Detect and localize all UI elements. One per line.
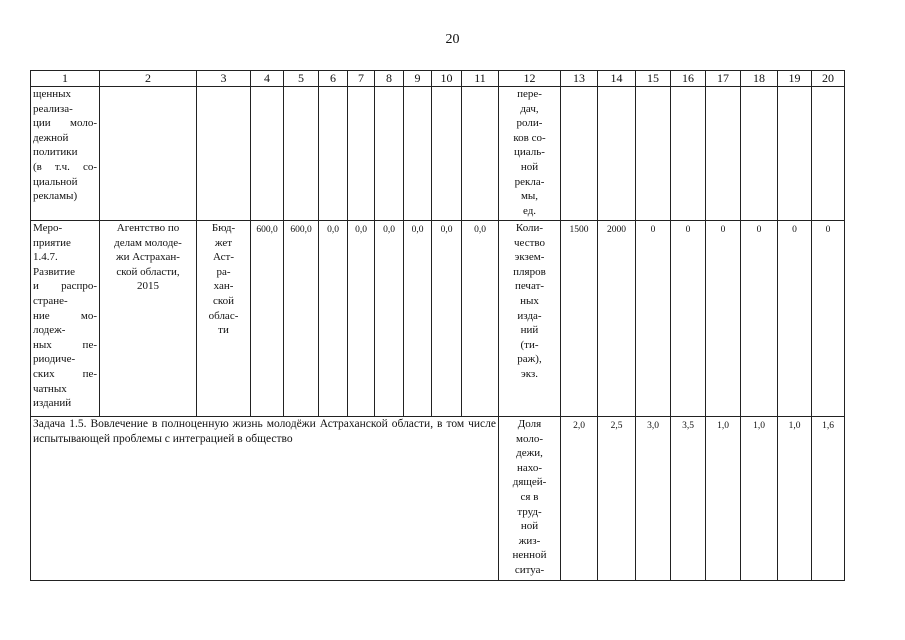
- column-header: 4: [251, 71, 284, 87]
- indicator-value: 0: [812, 221, 845, 417]
- text-line: моло-: [516, 432, 543, 445]
- funding-value: 0,0: [462, 221, 499, 417]
- table-row-measure: [31, 221, 845, 417]
- text-line: нахо-: [516, 461, 542, 474]
- text-line: раж),: [517, 353, 542, 366]
- text-line: Бюд-: [211, 222, 236, 234]
- table-row-continuation: [31, 87, 845, 221]
- text-line: ти: [218, 324, 229, 337]
- text-line: ной: [520, 520, 539, 533]
- text-line: дящей-: [512, 476, 547, 489]
- executor: [100, 221, 197, 417]
- text-line: ед.: [522, 204, 537, 217]
- text-line: ции моло-: [33, 117, 97, 130]
- indicator-name: [499, 417, 561, 581]
- indicator-name-continuation: [499, 87, 561, 221]
- text-line: изда-: [517, 309, 542, 322]
- task-description: Задача 1.5. Вовлечение в полноценную жизнь молодёжи Астраханской области, в том числе испытывающей проблемы с интеграцией в общество: [31, 417, 499, 581]
- text-line: печат-: [514, 280, 545, 293]
- indicator-value: 0: [706, 221, 741, 417]
- column-header: 13: [561, 71, 598, 87]
- text-line: пере-: [517, 88, 542, 100]
- empty-cell: [284, 87, 319, 221]
- text-line: дач,: [520, 102, 539, 115]
- indicator-value: 3,0: [636, 417, 671, 581]
- text-line: ся в: [520, 490, 539, 503]
- column-header: 3: [197, 71, 251, 87]
- empty-cell: [561, 87, 598, 221]
- text-line: щенных: [33, 88, 72, 100]
- column-header: 20: [812, 71, 845, 87]
- text-line: ситуа-: [514, 563, 545, 576]
- column-header: 19: [778, 71, 812, 87]
- empty-cell: [404, 87, 432, 221]
- column-header: 1: [31, 71, 100, 87]
- text-line: экз.: [520, 367, 538, 380]
- empty-cell: [671, 87, 706, 221]
- column-header: 7: [348, 71, 375, 87]
- text-line: чатных: [33, 382, 67, 395]
- funding-value: 600,0: [251, 221, 284, 417]
- empty-cell: [741, 87, 778, 221]
- text-line: Коли-: [515, 222, 544, 234]
- page-number: 20: [445, 32, 460, 47]
- text-line: Развитие: [33, 265, 76, 278]
- empty-cell: [432, 87, 462, 221]
- column-header: 11: [462, 71, 499, 87]
- empty-cell: [197, 87, 251, 221]
- text-line: циаль-: [514, 146, 545, 159]
- column-header: 15: [636, 71, 671, 87]
- text-line: ской: [212, 294, 235, 307]
- text-line: приятие: [33, 236, 71, 249]
- text-line: ных пе-: [33, 338, 97, 351]
- empty-cell: [348, 87, 375, 221]
- text-line: рекла-: [514, 175, 545, 188]
- text-line: реализа-: [33, 102, 73, 115]
- indicator-value: 1,0: [741, 417, 778, 581]
- text-line: рекламы): [33, 190, 78, 203]
- text-line: экзем-: [514, 251, 545, 264]
- text-line: политики: [33, 146, 78, 159]
- text-line: жет: [214, 236, 233, 249]
- empty-cell: [636, 87, 671, 221]
- data-table: [30, 70, 845, 581]
- column-header: 14: [598, 71, 636, 87]
- column-header: 10: [432, 71, 462, 87]
- column-header: 5: [284, 71, 319, 87]
- empty-cell: [375, 87, 404, 221]
- indicator-value: 1,0: [706, 417, 741, 581]
- text-line: ских пе-: [33, 367, 97, 380]
- text-line: ной: [520, 160, 539, 173]
- text-line: риодиче-: [33, 353, 76, 366]
- text-line: (ти-: [520, 338, 539, 351]
- text-line: лодеж-: [33, 324, 66, 337]
- indicator-value: 0: [636, 221, 671, 417]
- indicator-value: 1500: [561, 221, 598, 417]
- empty-cell: [706, 87, 741, 221]
- text-line: жиз-: [518, 534, 541, 547]
- measure-name: [31, 221, 100, 417]
- funding-value: 0,0: [348, 221, 375, 417]
- text-line: облас-: [208, 309, 239, 322]
- funding-value: 600,0: [284, 221, 319, 417]
- text-line: ний: [520, 324, 539, 337]
- text-line: Аст-: [212, 251, 235, 264]
- indicator-value: 1,0: [778, 417, 812, 581]
- funding-value: 0,0: [375, 221, 404, 417]
- indicator-value: 0: [671, 221, 706, 417]
- table-row-task: [31, 417, 845, 581]
- indicator-value: 2,5: [598, 417, 636, 581]
- text-line: 2015: [137, 280, 159, 293]
- indicator-value: 2,0: [561, 417, 598, 581]
- empty-cell: [812, 87, 845, 221]
- column-header: 6: [319, 71, 348, 87]
- column-header: 17: [706, 71, 741, 87]
- measure-name-continuation: [31, 87, 100, 221]
- text-line: ков со-: [513, 131, 546, 144]
- text-line: Меро-: [33, 222, 63, 234]
- text-line: дежной: [33, 131, 69, 144]
- column-header: 18: [741, 71, 778, 87]
- indicator-value: 0: [778, 221, 812, 417]
- column-header: 12: [499, 71, 561, 87]
- text-line: 1.4.7.: [33, 251, 58, 264]
- text-line: ра-: [216, 265, 231, 278]
- indicator-value: 1,6: [812, 417, 845, 581]
- empty-cell: [598, 87, 636, 221]
- empty-cell: [251, 87, 284, 221]
- text-line: ных: [520, 294, 539, 307]
- text-line: циальной: [33, 175, 78, 188]
- indicator-name: [499, 221, 561, 417]
- text-line: ненной: [512, 549, 547, 562]
- text-line: мы,: [520, 190, 539, 203]
- column-header: 8: [375, 71, 404, 87]
- text-line: труд-: [517, 505, 542, 518]
- text-line: Доля: [517, 418, 542, 430]
- text-line: ние мо-: [33, 309, 97, 322]
- text-line: ской области,: [116, 265, 180, 278]
- text-line: роли-: [516, 117, 543, 130]
- funding-value: 0,0: [404, 221, 432, 417]
- text-line: пляров: [513, 265, 546, 278]
- text-line: хан-: [213, 280, 234, 293]
- text-line: дежи,: [516, 447, 543, 460]
- empty-cell: [462, 87, 499, 221]
- text-line: Агентство по: [116, 222, 180, 234]
- text-line: и распро-: [33, 280, 97, 293]
- empty-cell: [319, 87, 348, 221]
- text-line: (в т.ч. со-: [33, 160, 97, 173]
- indicator-value: 3,5: [671, 417, 706, 581]
- indicator-value: 2000: [598, 221, 636, 417]
- text-line: делам молоде-: [114, 236, 182, 249]
- column-header: 9: [404, 71, 432, 87]
- empty-cell: [778, 87, 812, 221]
- header-row: [31, 71, 845, 87]
- funding-value: 0,0: [432, 221, 462, 417]
- text-line: изданий: [33, 397, 72, 410]
- column-header: 2: [100, 71, 197, 87]
- text-line: жи Астрахан-: [116, 251, 180, 264]
- text-line: стране-: [33, 294, 68, 307]
- empty-cell: [100, 87, 197, 221]
- column-header: 16: [671, 71, 706, 87]
- funding-source: [197, 221, 251, 417]
- indicator-value: 0: [741, 221, 778, 417]
- funding-value: 0,0: [319, 221, 348, 417]
- text-line: чество: [514, 236, 545, 249]
